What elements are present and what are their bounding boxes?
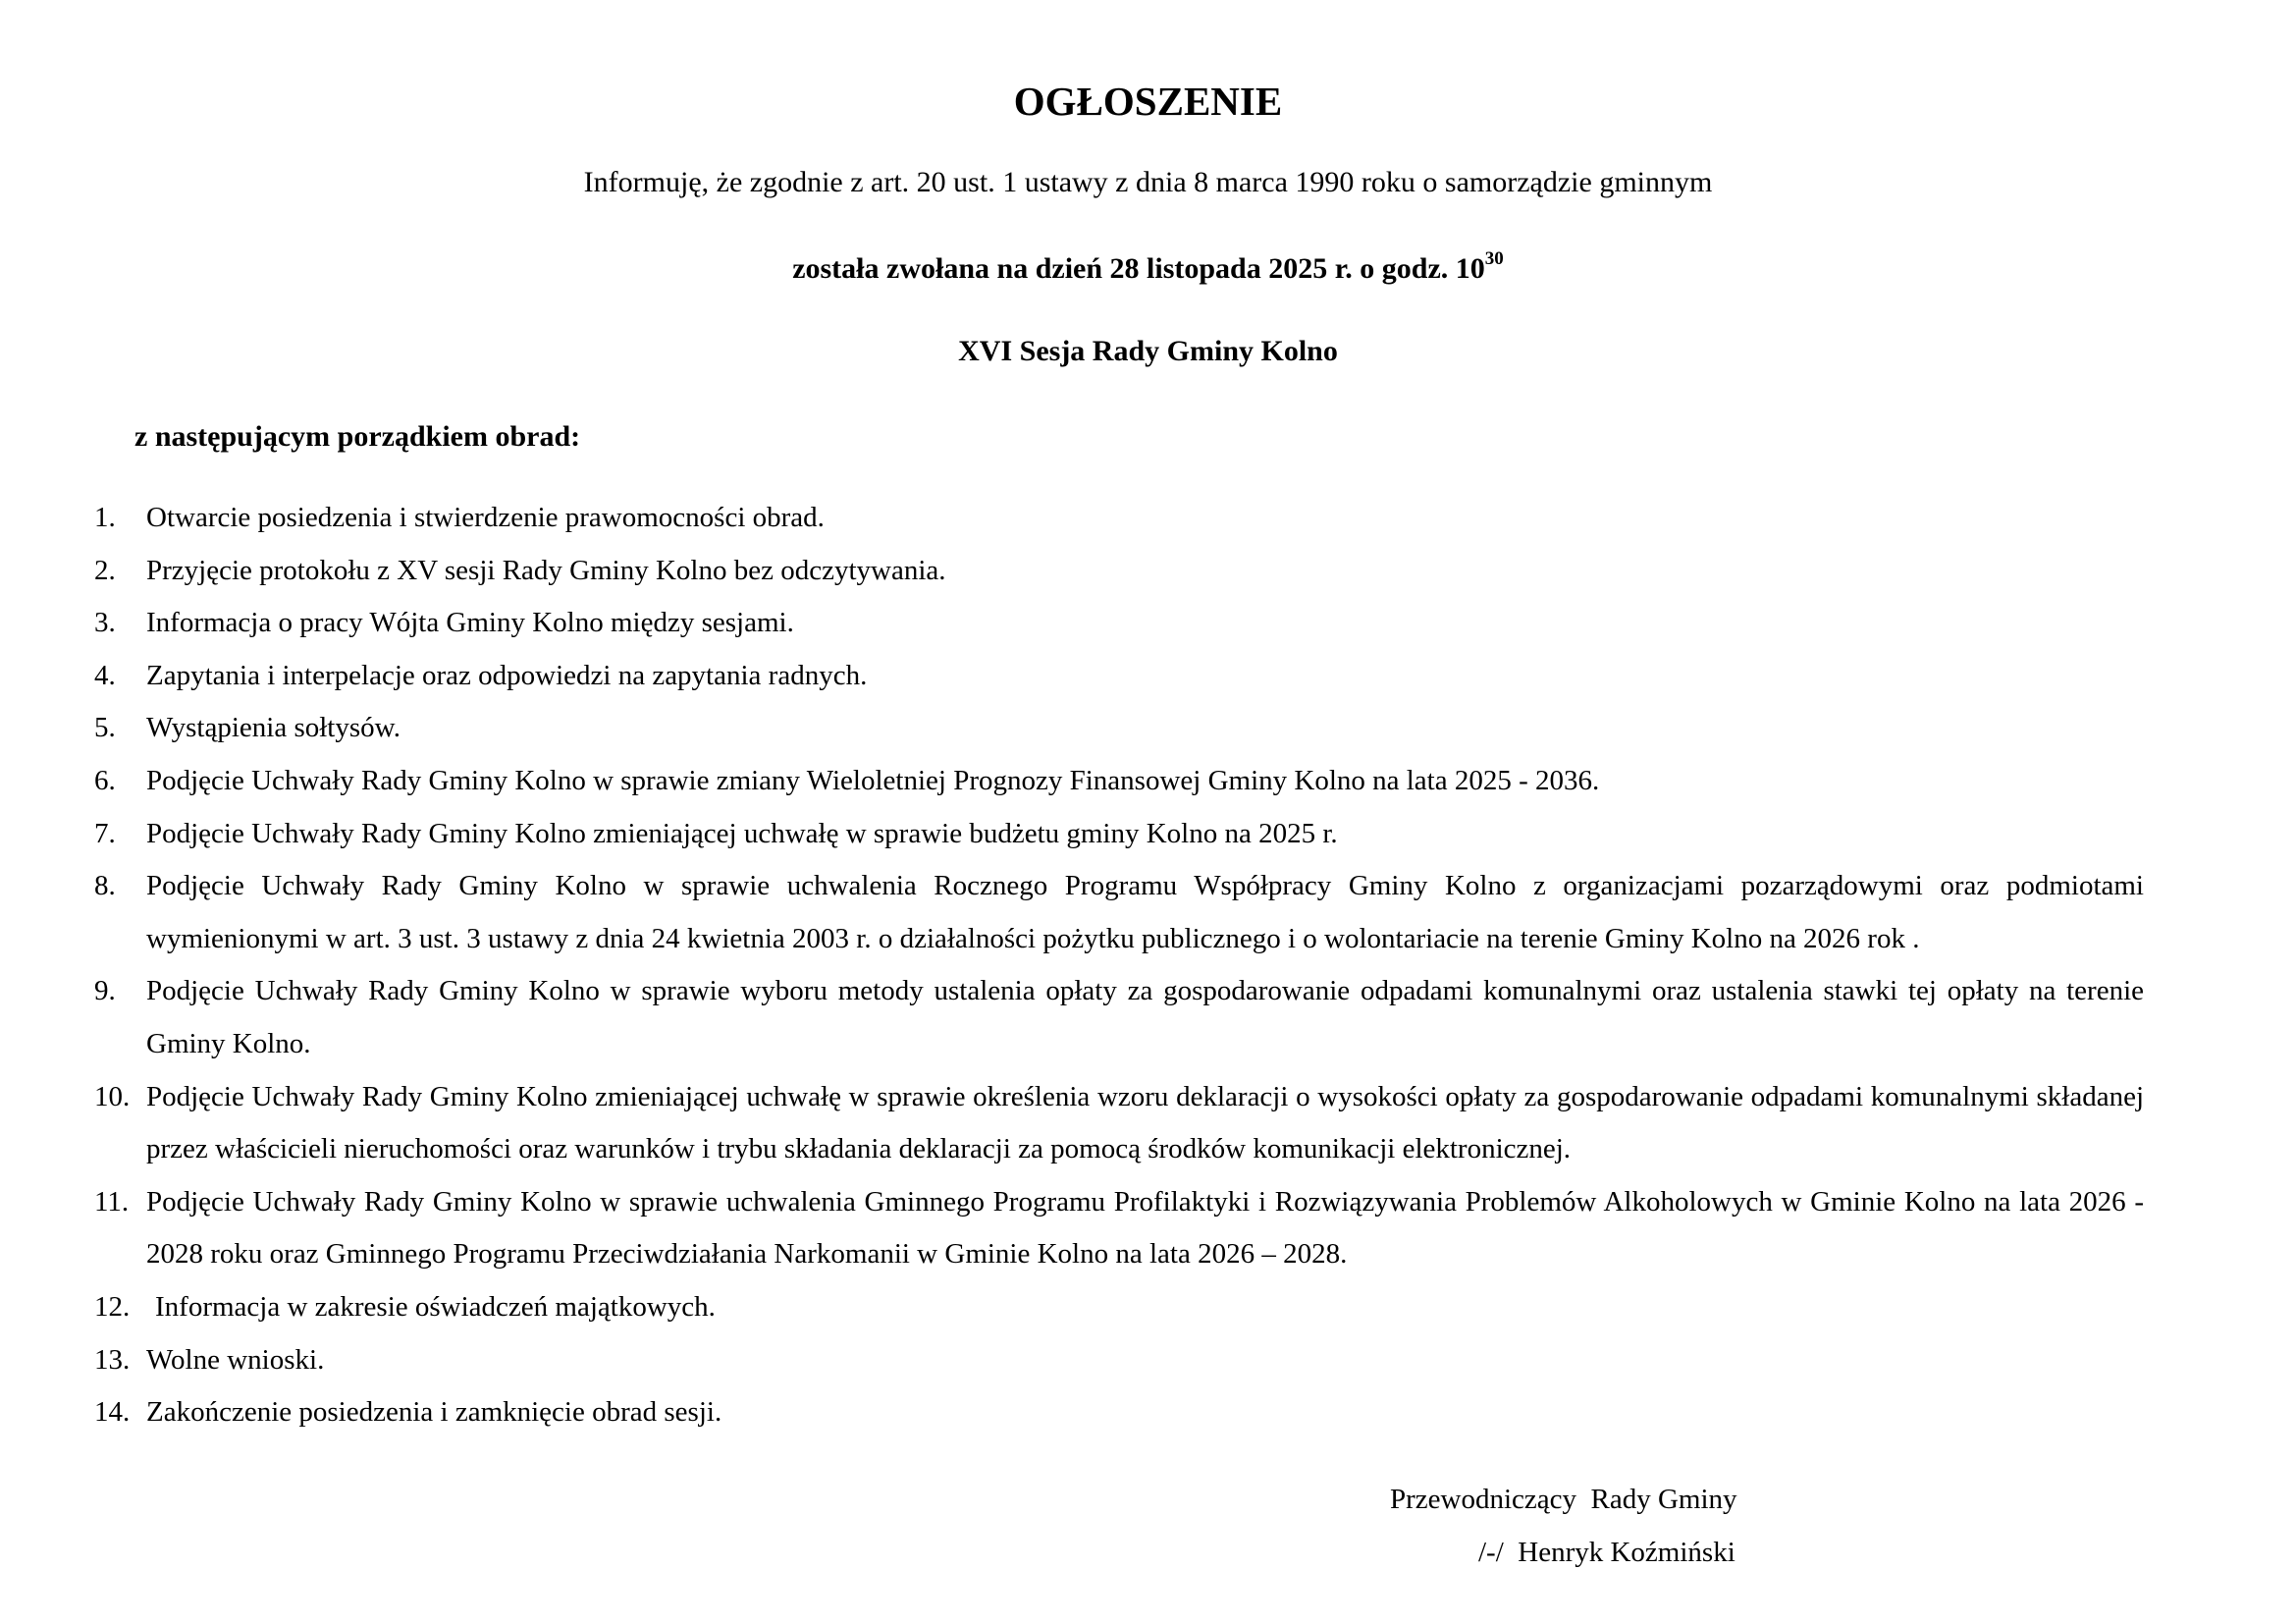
agenda-item	[94, 1071, 2144, 1176]
agenda-item-text: Wolne wnioski.	[146, 1343, 325, 1376]
agenda-list	[94, 492, 2144, 1439]
agenda-item	[94, 1334, 2144, 1387]
agenda-item-text: Wystąpienia sołtysów.	[146, 712, 400, 744]
agenda-item	[94, 492, 2144, 545]
agenda-item-number: 9.	[94, 975, 116, 1007]
agenda-item-text: Otwarcie posiedzenia i stwierdzenie prawomocności obrad.	[146, 502, 825, 533]
time-minutes-superscript: 30	[1484, 248, 1504, 269]
agenda-item-number: 1.	[94, 502, 116, 533]
agenda-item-number: 6.	[94, 764, 116, 796]
agenda-item-text: Informacja o pracy Wójta Gminy Kolno między sesjami.	[146, 607, 794, 639]
agenda-item-number: 5.	[94, 712, 116, 744]
agenda-item-number: 12.	[94, 1290, 131, 1323]
session-title: XVI Sesja Rady Gminy Kolno	[958, 335, 1338, 367]
agenda-item	[94, 755, 2144, 808]
agenda-item-text: Zapytania i interpelacje oraz odpowiedzi na zapytania radnych.	[146, 659, 868, 691]
agenda-item	[94, 650, 2144, 703]
agenda-item-text: Informacja w zakresie oświadczeń majątkowych.	[155, 1290, 716, 1323]
agenda-item-number: 7.	[94, 817, 116, 849]
agenda-item-number: 10.	[94, 1080, 131, 1112]
agenda-item	[94, 965, 2144, 1070]
convened-date-line	[0, 249, 2296, 289]
agenda-item	[94, 1386, 2144, 1439]
agenda-item	[94, 702, 2144, 755]
agenda-item-number: 8.	[94, 870, 116, 902]
agenda-item	[94, 545, 2144, 598]
agenda-item-number: 4.	[94, 659, 116, 691]
document-title: OGŁOSZENIE	[1013, 79, 1283, 124]
agenda-item	[94, 860, 2144, 965]
signatory-role: Przewodniczący Rady Gminy	[1390, 1484, 1737, 1515]
agenda-item-number: 14.	[94, 1396, 131, 1429]
agenda-heading: z następującym porządkiem obrad:	[134, 420, 581, 453]
signature-block	[1390, 1473, 1737, 1579]
agenda-item-number: 11.	[94, 1185, 130, 1218]
intro-paragraph: Informuję, że zgodnie z art. 20 ust. 1 ustawy z dnia 8 marca 1990 roku o samorządzie gminnym	[583, 166, 1713, 198]
agenda-item-text: Przyjęcie protokołu z XV sesji Rady Gminy Kolno bez odczytywania.	[146, 554, 946, 586]
agenda-item-number: 2.	[94, 554, 116, 586]
signatory-name: /-/ Henryk Koźmiński	[1478, 1537, 1735, 1568]
agenda-item-text: Podjęcie Uchwały Rady Gminy Kolno zmieniającej uchwałę w sprawie budżetu gminy Kolno na 2025 r.	[146, 817, 1338, 849]
agenda-item-number: 13.	[94, 1343, 131, 1376]
convened-text: została zwołana na dzień 28 listopada 2025 r. o godz. 10	[792, 252, 1485, 285]
agenda-item-text: Podjęcie Uchwały Rady Gminy Kolno w sprawie wyboru metody ustalenia opłaty za gospodarowanie odpadami komunalnymi oraz ustalenia stawki tej opłaty na terenie Gminy Kolno.	[146, 975, 2144, 1059]
agenda-item-text: Zakończenie posiedzenia i zamknięcie obrad sesji.	[146, 1396, 722, 1429]
agenda-item	[94, 808, 2144, 861]
agenda-item	[94, 1176, 2144, 1281]
agenda-item-text: Podjęcie Uchwały Rady Gminy Kolno zmieniającej uchwałę w sprawie określenia wzoru deklaracji o wysokości opłaty za gospodarowanie odpadami komunalnymi składanej przez właścicieli nieruchomości oraz warunków i trybu składania deklaracji za pomocą środków komunikacji elektronicznej.	[146, 1080, 2144, 1165]
agenda-item-text: Podjęcie Uchwały Rady Gminy Kolno w sprawie uchwalenia Rocznego Programu Współpracy Gminy Kolno z organizacjami pozarządowymi oraz podmiotami wymienionymi w art. 3 ust. 3 ustawy z dnia 24 kwietnia 2003 r. o działalności pożytku publicznego i o wolontariacie na terenie Gminy Kolno na 2026 rok .	[146, 870, 2144, 954]
agenda-item	[94, 1281, 2144, 1334]
agenda-item-text: Podjęcie Uchwały Rady Gminy Kolno w sprawie uchwalenia Gminnego Programu Profilaktyki i Rozwiązywania Problemów Alkoholowych w Gminie Kolno na lata 2026 - 2028 roku oraz Gminnego Programu Przeciwdziałania Narkomanii w Gminie Kolno na lata 2026 – 2028.	[146, 1185, 2144, 1271]
agenda-item	[94, 597, 2144, 650]
agenda-item-number: 3.	[94, 607, 116, 639]
agenda-item-text: Podjęcie Uchwały Rady Gminy Kolno w sprawie zmiany Wieloletniej Prognozy Finansowej Gminy Kolno na lata 2025 - 2036.	[146, 764, 1600, 796]
